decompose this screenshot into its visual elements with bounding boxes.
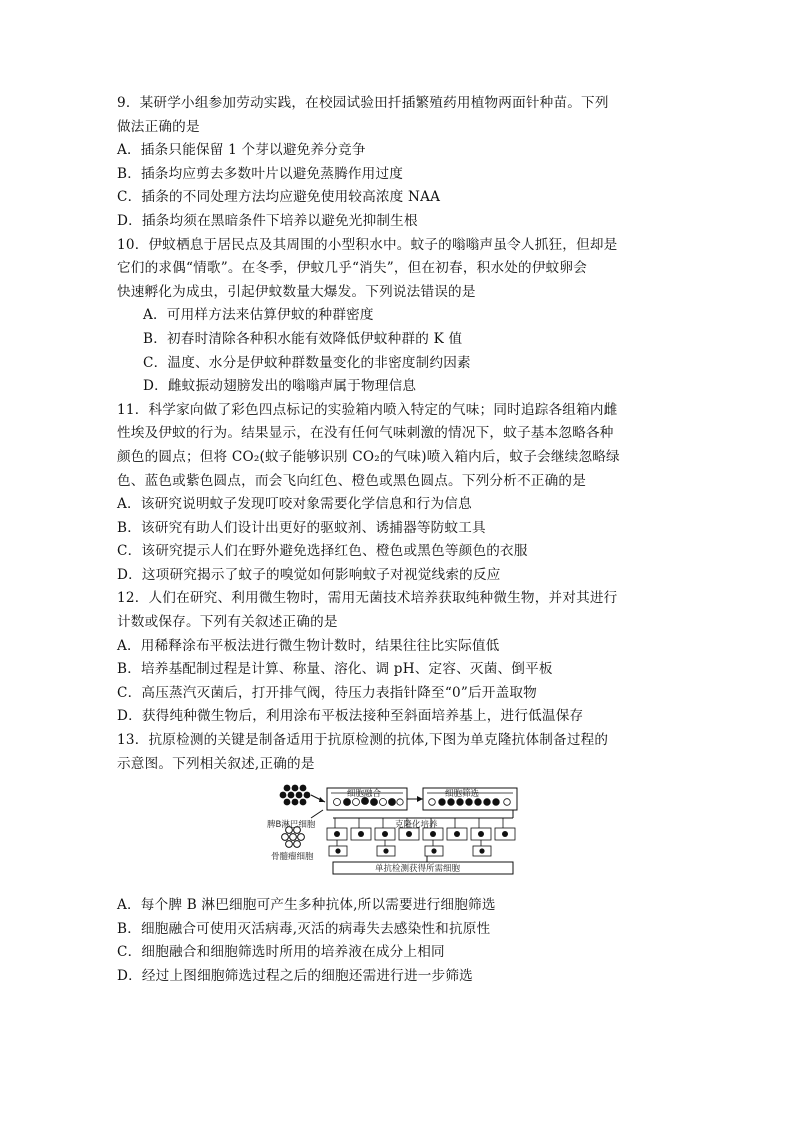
question-10-option-b: B．初春时清除各种积水能有效降低伊蚊种群的 K 值 xyxy=(143,330,463,347)
question-11-option-d: D．这项研究揭示了蚊子的嗅觉如何影响蚊子对视觉线索的反应 xyxy=(117,566,501,583)
question-12-option-b: B．培养基配制过程是计算、称量、溶化、调 pH、定容、灭菌、倒平板 xyxy=(117,661,553,678)
question-11-stem: 11．科学家向做了彩色四点标记的实验箱内喷入特定的气味；同时追踪各组箱内雌 xyxy=(117,401,618,418)
question-11-option-c: C．该研究提示人们在野外避免选择红色、橙色或黑色等颜色的衣服 xyxy=(117,543,528,560)
question-12-option-c: C．高压蒸汽灭菌后，打开排气阀，待压力表指针降至“0”后开盖取物 xyxy=(117,684,537,701)
question-9-stem-cont: 做法正确的是 xyxy=(117,118,200,135)
question-12-stem: 12．人们在研究、利用微生物时，需用无菌技术培养获取纯种微生物，并对其进行 xyxy=(117,590,618,607)
question-10-option-d: D．雌蚊振动翅膀发出的嗡嗡声属于物理信息 xyxy=(143,378,417,395)
question-11-stem-cont: 色、蓝色或紫色圆点，而会飞向红色、橙色或黑色圆点。下列分析不正确的是 xyxy=(117,472,586,489)
fusion-label: 细胞融合 xyxy=(347,789,382,800)
question-13-option-a: A．每个脾 B 淋巴细胞可产生多种抗体,所以需要进行细胞筛选 xyxy=(117,897,496,914)
screening-label: 细胞筛选 xyxy=(445,789,480,800)
question-9-option-a: A．插条只能保留 1 个芽以避免养分竞争 xyxy=(117,142,366,159)
question-11-stem-cont: 颜色的圆点；但将 CO₂(蚊子能够识别 CO₂的气味)喷入箱内后，蚊子会继续忽略绿 xyxy=(117,448,620,465)
question-10-stem-cont: 它们的求偶“情歌”。在冬季，伊蚊几乎“消失”，但在初春，积水处的伊蚊卵会 xyxy=(117,260,587,277)
question-9-option-d: D．插条均须在黑暗条件下培养以避免光抑制生根 xyxy=(117,212,418,229)
question-13-option-d: D．经过上图细胞筛选过程之后的细胞还需进行进一步筛选 xyxy=(117,968,473,984)
question-9-stem: 9．某研学小组参加劳动实践，在校园试验田扦插繁殖药用植物两面针种苗。下列 xyxy=(117,95,609,111)
question-12-option-d: D．获得纯种微生物后，利用涂布平板法接种至斜面培养基上，进行低温保存 xyxy=(117,708,584,725)
question-11-stem-cont: 性埃及伊蚊的行为。结果显示，在没有任何气味刺激的情况下，蚊子基本忽略各种 xyxy=(117,425,614,442)
exam-page xyxy=(117,92,677,989)
detection-label: 单抗检测获得所需细胞 xyxy=(375,864,461,875)
question-10-stem: 10．伊蚊栖息于居民点及其周围的小型积水中。蚊子的嗡嗡声虽令人抓狂，但却是 xyxy=(117,236,618,253)
question-11-option-b: B．该研究有助人们设计出更好的驱蚊剂、诱捕器等防蚊工具 xyxy=(117,519,486,536)
question-10-stem-cont: 快速孵化为成虫，引起伊蚊数量大爆发。下列说法错误的是 xyxy=(117,283,476,300)
question-13-option-b: B．细胞融合可使用灭活病毒,灭活的病毒失去感染性和抗原性 xyxy=(117,920,491,937)
question-12-stem-cont: 计数或保存。下列有关叙述正确的是 xyxy=(117,614,338,631)
question-12-option-a: A．用稀释涂布平板法进行微生物计数时，结果往往比实际值低 xyxy=(117,637,500,654)
monoclonal-antibody-diagram xyxy=(117,778,677,890)
clone-label: 克隆化培养 xyxy=(395,820,438,831)
question-10-option-c: C．温度、水分是伊蚊种群数量变化的非密度制约因素 xyxy=(143,354,471,371)
question-13-stem: 13．抗原检测的关键是制备适用于抗原检测的抗体,下图为单克隆抗体制备过程的 xyxy=(117,732,609,749)
question-10-option-a: A．可用样方法来估算伊蚊的种群密度 xyxy=(143,307,374,324)
question-9-option-b: B．插条均应剪去多数叶片以避免蒸腾作用过度 xyxy=(117,165,404,182)
myeloma-cell-label: 骨髓瘤细胞 xyxy=(271,852,314,863)
question-9-option-c: C．插条的不同处理方法均应避免使用较高浓度 NAA xyxy=(117,189,441,206)
question-11-option-a: A．该研究说明蚊子发现叮咬对象需要化学信息和行为信息 xyxy=(117,496,472,513)
spleen-cells-icon xyxy=(280,785,311,806)
spleen-cell-label: 脾B淋巴细胞 xyxy=(267,820,316,831)
question-13-option-c: C．细胞融合和细胞筛选时所用的培养液在成分上相同 xyxy=(117,944,445,961)
clonal-wells-2 xyxy=(329,840,491,856)
question-13-stem-cont: 示意图。下列相关叙述,正确的是 xyxy=(117,755,315,772)
